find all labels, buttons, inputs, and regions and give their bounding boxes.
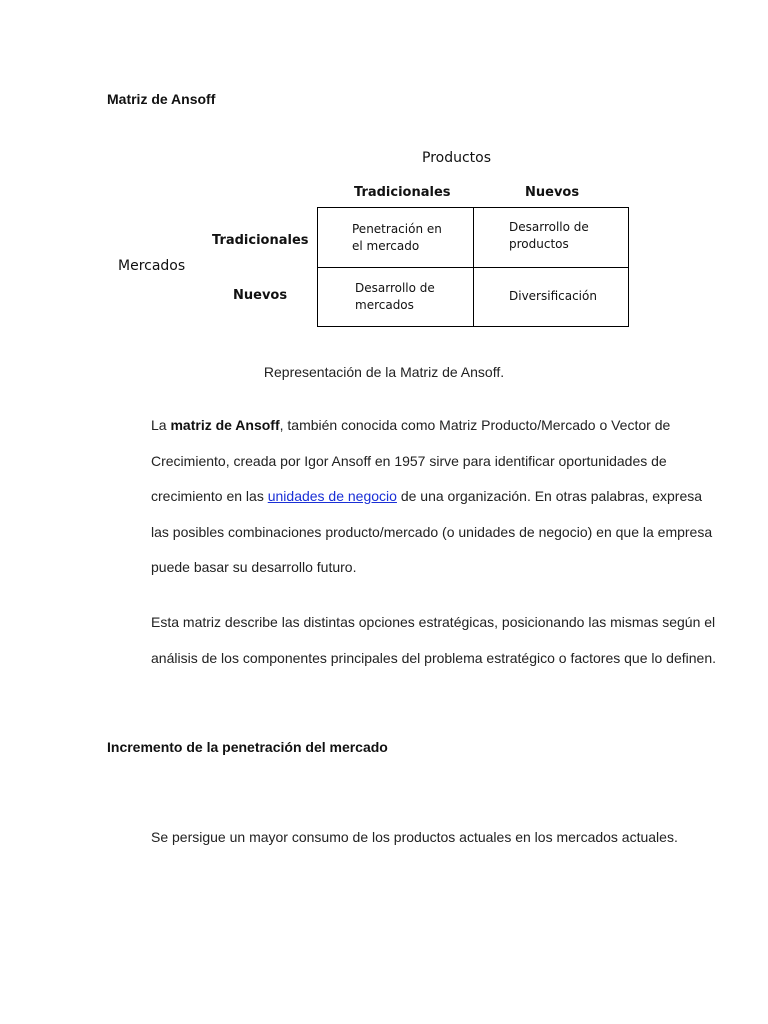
paragraph-intro [107, 408, 721, 586]
cell-penetracion-mercado [352, 221, 482, 255]
paragraph-text: de una organización. En otras palabras, expresa las posibles combinaciones producto/mercado (o unidades de negocio) en que la empresa puede basar su desarrollo futuro. [151, 488, 713, 575]
matrix-grid [317, 207, 629, 327]
cell-text-line: productos [509, 237, 569, 251]
ansoff-matrix-figure [110, 142, 650, 342]
link-unidades-de-negocio[interactable]: unidades de negocio [267, 488, 397, 504]
figure-column-nuevos: Nuevos [525, 185, 580, 200]
paragraph-lead: La [151, 417, 171, 433]
figure-mercados-label: Mercados [118, 258, 186, 274]
figure-productos-label: Productos [422, 150, 492, 166]
cell-text-line: Penetración en [352, 222, 442, 236]
cell-desarrollo-mercados [355, 280, 485, 314]
paragraph-description: Esta matriz describe las distintas opciones estratégicas, posicionando las mismas según el análisis de los componentes principales del problema estratégico o factores que lo definen. [151, 614, 717, 666]
bold-term: matriz de Ansoff [170, 417, 280, 433]
cell-diversificacion [509, 288, 639, 305]
figure-caption: Representación de la Matriz de Ansoff. [263, 364, 505, 380]
cell-text-line: mercados [355, 298, 414, 312]
cell-text-line: Desarrollo de [355, 281, 435, 295]
paragraph-text: , también conocida como Matriz Producto/Mercado o Vector de Crecimiento, creada por Igor Ansoff en 1957 sirve para identificar oportunidades de crecimiento en las [151, 417, 671, 504]
cell-text-line: Desarrollo de [509, 220, 589, 234]
figure-row-nuevos: Nuevos [233, 288, 288, 303]
cell-text-line: Diversificación [509, 289, 597, 303]
section-heading: Incremento de la penetración del mercado [107, 739, 388, 755]
paragraph-penetracion: Se persigue un mayor consumo de los productos actuales en los mercados actuales. [151, 829, 678, 845]
cell-desarrollo-productos [509, 219, 639, 253]
grid-horizontal-divider [318, 267, 628, 268]
figure-row-tradicionales: Tradicionales [212, 233, 309, 248]
figure-column-tradicionales: Tradicionales [354, 185, 451, 200]
document-title: Matriz de Ansoff [107, 91, 216, 107]
cell-text-line: el mercado [352, 239, 420, 253]
